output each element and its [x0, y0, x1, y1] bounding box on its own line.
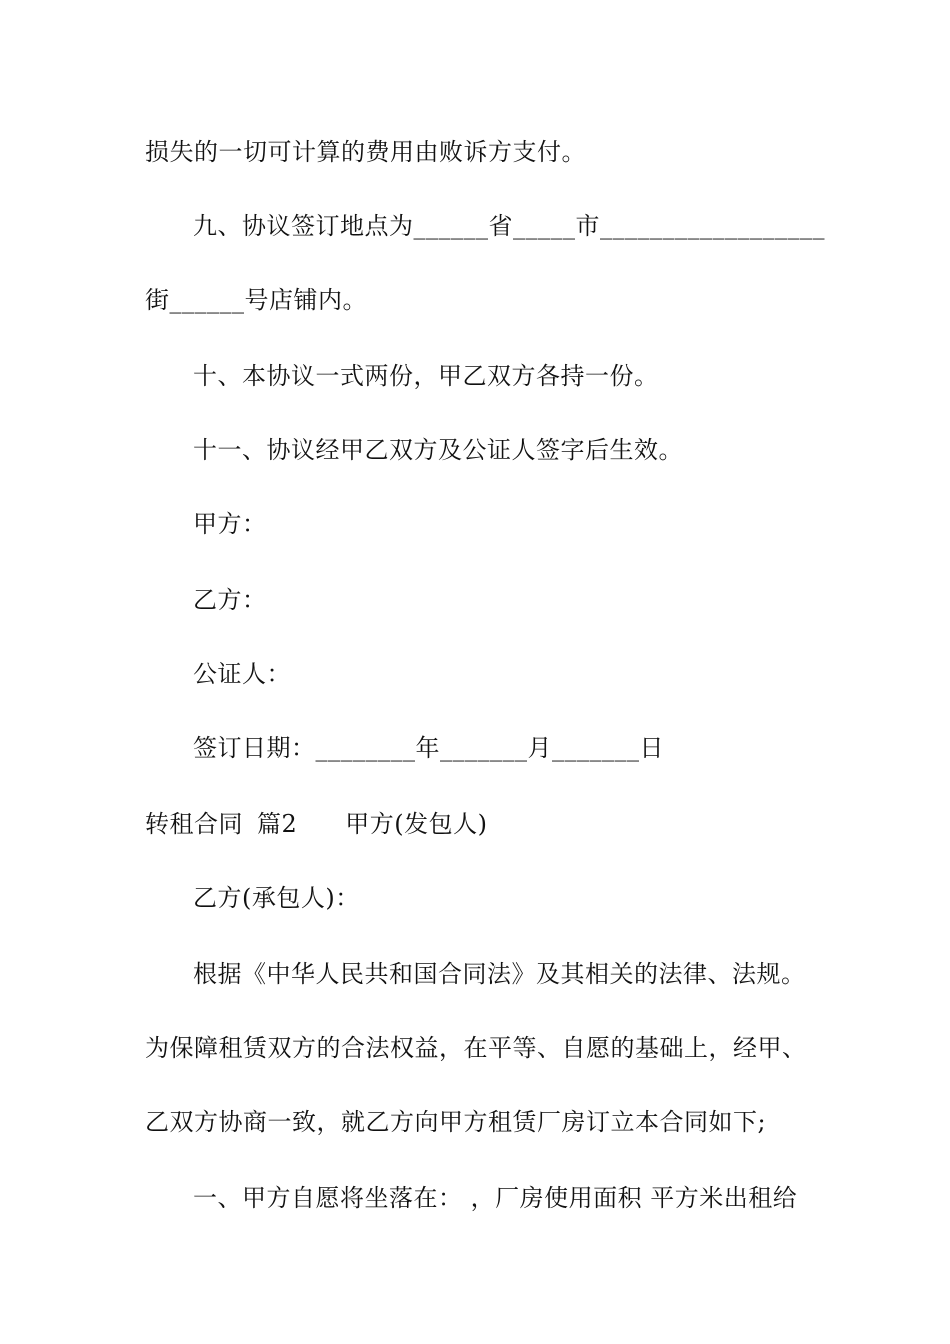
clause-nine-signing-place: 九、协议签订地点为______省_____市__________________ — [193, 212, 825, 240]
clause-nine-continuation: 街______号店铺内。 — [145, 286, 367, 314]
party-b-contractor-label: 乙方(承包人)： — [193, 884, 360, 912]
paragraph-agreement-statement: 乙双方协商一致，就乙方向甲方租赁厂房订立本合同如下; — [145, 1108, 767, 1136]
clause-eleven-effective: 十一、协议经甲乙双方及公证人签字后生效。 — [193, 436, 683, 464]
clause-one-property-location: 一、甲方自愿将坐落在： ，厂房使用面积 平方米出租给 — [193, 1184, 798, 1212]
signing-date-line: 签订日期：________年_______月_______日 — [193, 734, 664, 762]
contract-heading — [145, 809, 488, 839]
party-b-signature-label: 乙方： — [193, 586, 267, 614]
clause-ten-copies: 十、本协议一式两份，甲乙双方各持一份。 — [193, 362, 659, 390]
notary-signature-label: 公证人： — [193, 660, 291, 688]
paragraph-rights-protection: 为保障租赁双方的合法权益，在平等、自愿的基础上，经甲、 — [145, 1034, 807, 1062]
party-a-contractor-label: 甲方(发包人) — [345, 810, 488, 838]
paragraph-legal-basis: 根据《中华人民共和国合同法》及其相关的法律、法规。 — [193, 960, 806, 988]
party-a-signature-label: 甲方： — [193, 510, 267, 538]
contract-section-number: 篇2 — [257, 810, 298, 838]
contract-title: 转租合同 — [145, 810, 243, 838]
paragraph-loss-costs: 损失的一切可计算的费用由败诉方支付。 — [145, 138, 586, 166]
